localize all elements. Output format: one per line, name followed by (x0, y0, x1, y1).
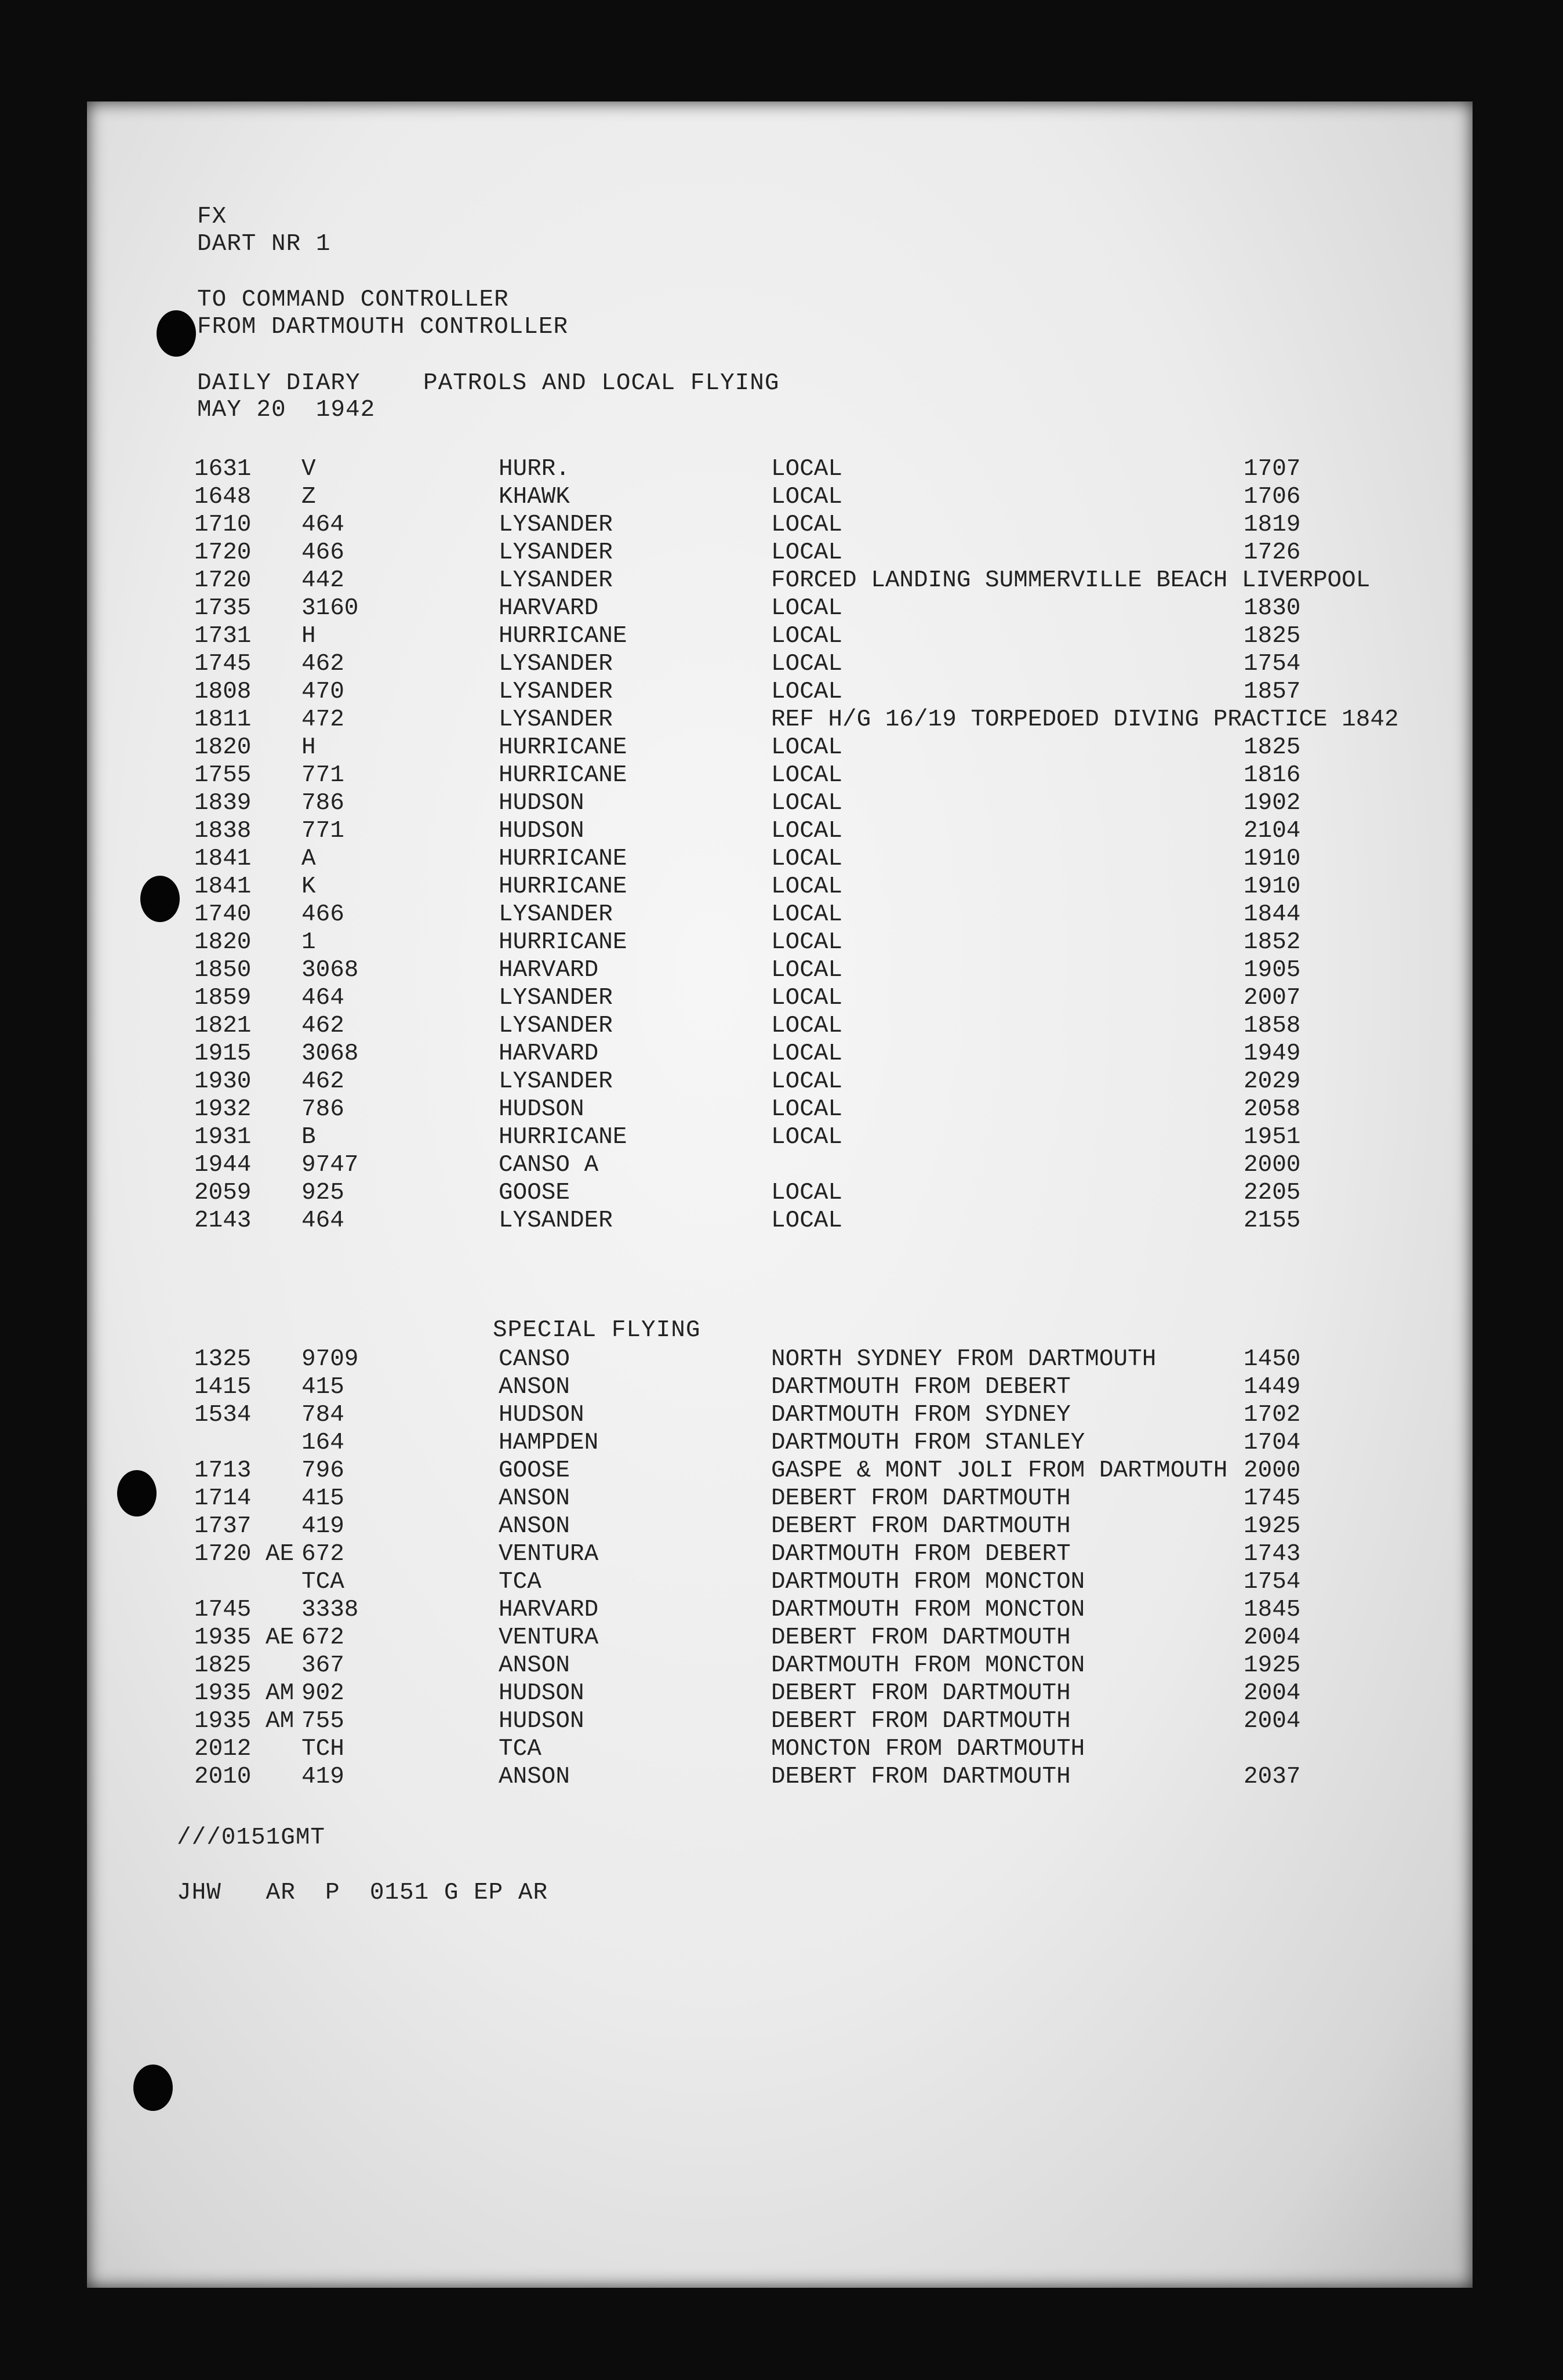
log-row (87, 1068, 1473, 1095)
log-row (87, 984, 1473, 1012)
log-destination: LOCAL (771, 511, 843, 538)
log-destination: LOCAL (771, 539, 843, 566)
log-aircraft-type: HUDSON (499, 1708, 584, 1735)
log-aircraft-type: LYSANDER (499, 511, 613, 538)
log-time: 1841 (194, 846, 252, 872)
log-destination: DARTMOUTH FROM STANLEY (771, 1430, 1085, 1456)
log-aircraft-type: ANSON (499, 1485, 570, 1512)
log-destination: DARTMOUTH FROM MONCTON (771, 1652, 1085, 1679)
log-aircraft-type: CANSO (499, 1346, 570, 1373)
log-return-time: 1949 (1244, 1040, 1301, 1067)
log-aircraft-id: 3068 (301, 1040, 359, 1067)
log-aircraft-id: TCH (301, 1736, 344, 1762)
log-aircraft-id: 925 (301, 1180, 344, 1206)
log-destination: LOCAL (771, 1180, 843, 1206)
log-time: 1838 (194, 818, 252, 844)
log-destination: DEBERT FROM DARTMOUTH (771, 1624, 1071, 1651)
log-aircraft-id: 9709 (301, 1346, 359, 1373)
log-row (87, 1763, 1473, 1791)
log-aircraft-type: LYSANDER (499, 1013, 613, 1039)
header-section-title: PATROLS AND LOCAL FLYING (423, 370, 780, 397)
log-return-time: 1702 (1244, 1402, 1301, 1428)
log-aircraft-type: TCA (499, 1736, 541, 1762)
log-destination: LOCAL (771, 846, 843, 872)
log-aircraft-type: HURRICANE (499, 762, 627, 789)
log-return-time: 1925 (1244, 1652, 1301, 1679)
log-return-time: 2007 (1244, 985, 1301, 1011)
log-row (87, 594, 1473, 622)
log-time: 2012 (194, 1736, 252, 1762)
log-row (87, 1652, 1473, 1679)
log-row (87, 1512, 1473, 1540)
log-time: 1935 AE (194, 1624, 295, 1651)
log-aircraft-type: CANSO A (499, 1152, 599, 1178)
log-time: 1720 AE (194, 1541, 295, 1568)
log-aircraft-id: 784 (301, 1402, 344, 1428)
log-return-time: 1902 (1244, 790, 1301, 817)
log-row (87, 678, 1473, 706)
log-destination: DARTMOUTH FROM DEBERT (771, 1374, 1071, 1401)
log-aircraft-id: 9747 (301, 1152, 359, 1178)
log-time: 1821 (194, 1013, 252, 1039)
log-time: 1932 (194, 1096, 252, 1123)
log-destination: LOCAL (771, 651, 843, 677)
log-destination: DEBERT FROM DARTMOUTH (771, 1485, 1071, 1512)
log-destination: LOCAL (771, 1040, 843, 1067)
log-destination: LOCAL (771, 623, 843, 650)
log-aircraft-id: 462 (301, 1068, 344, 1095)
log-destination: LOCAL (771, 456, 843, 482)
log-aircraft-type: HARVARD (499, 595, 599, 622)
log-return-time: 2205 (1244, 1180, 1301, 1206)
log-destination: DEBERT FROM DARTMOUTH (771, 1513, 1071, 1540)
log-aircraft-id: 419 (301, 1764, 344, 1790)
log-row (87, 761, 1473, 789)
log-return-time: 1951 (1244, 1124, 1301, 1151)
log-row (87, 1012, 1473, 1040)
log-time: 1745 (194, 1597, 252, 1623)
log-time: 1720 (194, 539, 252, 566)
log-destination: MONCTON FROM DARTMOUTH (771, 1736, 1085, 1762)
log-return-time: 1857 (1244, 679, 1301, 705)
header-from: FROM DARTMOUTH CONTROLLER (197, 314, 569, 340)
log-row (87, 706, 1473, 734)
log-aircraft-type: ANSON (499, 1374, 570, 1401)
log-row (87, 845, 1473, 873)
log-aircraft-id: 786 (301, 1096, 344, 1123)
log-time: 1825 (194, 1652, 252, 1679)
log-return-time: 1706 (1244, 484, 1301, 510)
log-aircraft-id: Z (301, 484, 316, 510)
document-page (87, 101, 1473, 2288)
log-time: 1935 AM (194, 1708, 295, 1735)
log-aircraft-type: LYSANDER (499, 985, 613, 1011)
log-row (87, 455, 1473, 483)
log-row (87, 1485, 1473, 1512)
log-return-time: 2000 (1244, 1152, 1301, 1178)
log-destination: DARTMOUTH FROM DEBERT (771, 1541, 1071, 1568)
log-row (87, 956, 1473, 984)
log-destination: LOCAL (771, 929, 843, 956)
log-aircraft-type: VENTURA (499, 1624, 599, 1651)
log-aircraft-id: V (301, 456, 316, 482)
log-aircraft-id: 442 (301, 567, 344, 594)
log-aircraft-type: TCA (499, 1569, 541, 1595)
log-aircraft-type: LYSANDER (499, 679, 613, 705)
log-destination: LOCAL (771, 734, 843, 761)
log-aircraft-id: 786 (301, 790, 344, 817)
punch-hole (117, 1470, 157, 1516)
log-destination: DEBERT FROM DARTMOUTH (771, 1764, 1071, 1790)
log-aircraft-type: HUDSON (499, 1402, 584, 1428)
log-aircraft-id: 755 (301, 1708, 344, 1735)
log-aircraft-id: A (301, 846, 316, 872)
log-time: 1735 (194, 595, 252, 622)
footer-sign-off: JHW AR P 0151 G EP AR (177, 1880, 548, 1906)
log-return-time: 1910 (1244, 873, 1301, 900)
log-time: 1713 (194, 1457, 252, 1484)
log-return-time: 2004 (1244, 1680, 1301, 1707)
log-aircraft-id: 470 (301, 679, 344, 705)
log-return-time: 2004 (1244, 1708, 1301, 1735)
log-aircraft-id: 902 (301, 1680, 344, 1707)
log-return-time: 2004 (1244, 1624, 1301, 1651)
log-aircraft-type: KHAWK (499, 484, 570, 510)
log-time: 1931 (194, 1124, 252, 1151)
log-destination: REF H/G 16/19 TORPEDOED DIVING PRACTICE 1842 (771, 706, 1399, 733)
log-row (87, 567, 1473, 594)
log-row (87, 483, 1473, 511)
log-return-time: 1745 (1244, 1485, 1301, 1512)
log-aircraft-id: 771 (301, 818, 344, 844)
log-row (87, 1179, 1473, 1207)
log-row (87, 1568, 1473, 1596)
log-time: 1930 (194, 1068, 252, 1095)
log-destination: LOCAL (771, 679, 843, 705)
log-destination: DARTMOUTH FROM SYDNEY (771, 1402, 1071, 1428)
log-return-time: 1816 (1244, 762, 1301, 789)
log-aircraft-type: HUDSON (499, 790, 584, 817)
log-aircraft-id: 3338 (301, 1597, 359, 1623)
log-aircraft-id: 367 (301, 1652, 344, 1679)
log-return-time: 1825 (1244, 734, 1301, 761)
log-time: 1944 (194, 1152, 252, 1178)
log-aircraft-type: HARVARD (499, 957, 599, 984)
log-time: 2059 (194, 1180, 252, 1206)
log-aircraft-type: HURR. (499, 456, 570, 482)
log-row (87, 1429, 1473, 1457)
log-aircraft-type: HURRICANE (499, 734, 627, 761)
log-destination: LOCAL (771, 873, 843, 900)
log-aircraft-type: HARVARD (499, 1040, 599, 1067)
log-aircraft-type: LYSANDER (499, 1207, 613, 1234)
log-destination: FORCED LANDING SUMMERVILLE BEACH LIVERPOOL (771, 567, 1371, 594)
log-aircraft-id: H (301, 734, 316, 761)
log-return-time: 1905 (1244, 957, 1301, 984)
log-row (87, 817, 1473, 845)
log-return-time: 1830 (1244, 595, 1301, 622)
log-time: 1935 AM (194, 1680, 295, 1707)
log-aircraft-id: 464 (301, 511, 344, 538)
log-destination: LOCAL (771, 985, 843, 1011)
log-return-time: 2000 (1244, 1457, 1301, 1484)
log-aircraft-id: K (301, 873, 316, 900)
log-time: 1745 (194, 651, 252, 677)
log-aircraft-id: 464 (301, 1207, 344, 1234)
log-time: 1811 (194, 706, 252, 733)
log-aircraft-type: LYSANDER (499, 706, 613, 733)
log-aircraft-type: LYSANDER (499, 901, 613, 928)
log-time: 1534 (194, 1402, 252, 1428)
log-time: 1915 (194, 1040, 252, 1067)
log-aircraft-id: H (301, 623, 316, 650)
log-time: 1841 (194, 873, 252, 900)
log-row (87, 650, 1473, 678)
punch-hole (133, 2065, 173, 2111)
log-row (87, 1735, 1473, 1763)
header-daily-diary: DAILY DIARY (197, 370, 361, 397)
log-aircraft-type: LYSANDER (499, 651, 613, 677)
log-aircraft-id: B (301, 1124, 316, 1151)
log-aircraft-type: ANSON (499, 1513, 570, 1540)
log-destination: LOCAL (771, 762, 843, 789)
log-aircraft-id: 462 (301, 1013, 344, 1039)
log-time: 1631 (194, 456, 252, 482)
log-row (87, 1707, 1473, 1735)
log-aircraft-type: VENTURA (499, 1541, 599, 1568)
log-aircraft-type: HUDSON (499, 1096, 584, 1123)
log-row (87, 1207, 1473, 1235)
log-time: 1839 (194, 790, 252, 817)
log-row (87, 622, 1473, 650)
log-destination: LOCAL (771, 1013, 843, 1039)
log-time: 1808 (194, 679, 252, 705)
log-aircraft-type: HURRICANE (499, 873, 627, 900)
log-aircraft-type: GOOSE (499, 1457, 570, 1484)
log-aircraft-id: 1 (301, 929, 316, 956)
header-date: MAY 20 1942 (197, 397, 376, 423)
log-destination: GASPE & MONT JOLI FROM DARTMOUTH (771, 1457, 1228, 1484)
log-time: 1648 (194, 484, 252, 510)
log-return-time: 1910 (1244, 846, 1301, 872)
log-return-time: 1726 (1244, 539, 1301, 566)
log-row (87, 901, 1473, 928)
log-row (87, 1457, 1473, 1485)
log-time: 1755 (194, 762, 252, 789)
log-row (87, 873, 1473, 901)
log-aircraft-id: 415 (301, 1374, 344, 1401)
log-return-time: 1819 (1244, 511, 1301, 538)
log-return-time: 1449 (1244, 1374, 1301, 1401)
log-destination: DARTMOUTH FROM MONCTON (771, 1597, 1085, 1623)
log-row (87, 1624, 1473, 1652)
log-return-time: 2155 (1244, 1207, 1301, 1234)
log-return-time: 2058 (1244, 1096, 1301, 1123)
log-destination: LOCAL (771, 901, 843, 928)
log-aircraft-type: HURRICANE (499, 1124, 627, 1151)
log-aircraft-id: 672 (301, 1541, 344, 1568)
log-return-time: 1754 (1244, 1569, 1301, 1595)
log-row (87, 1123, 1473, 1151)
header-dart-nr: DART NR 1 (197, 231, 331, 257)
log-aircraft-type: HURRICANE (499, 623, 627, 650)
log-aircraft-id: 771 (301, 762, 344, 789)
log-row (87, 539, 1473, 567)
log-aircraft-id: 164 (301, 1430, 344, 1456)
log-aircraft-id: 462 (301, 651, 344, 677)
log-return-time: 1852 (1244, 929, 1301, 956)
log-destination: LOCAL (771, 818, 843, 844)
log-aircraft-type: HUDSON (499, 1680, 584, 1707)
header-to: TO COMMAND CONTROLLER (197, 286, 509, 313)
log-return-time: 2104 (1244, 818, 1301, 844)
log-aircraft-id: 796 (301, 1457, 344, 1484)
log-destination: LOCAL (771, 484, 843, 510)
log-time: 1710 (194, 511, 252, 538)
log-row (87, 928, 1473, 956)
log-return-time: 1858 (1244, 1013, 1301, 1039)
log-aircraft-type: GOOSE (499, 1180, 570, 1206)
log-row (87, 1679, 1473, 1707)
log-return-time: 1825 (1244, 623, 1301, 650)
log-row (87, 1596, 1473, 1624)
log-return-time: 1707 (1244, 456, 1301, 482)
log-aircraft-id: 419 (301, 1513, 344, 1540)
log-time: 2143 (194, 1207, 252, 1234)
log-aircraft-type: HAMPDEN (499, 1430, 599, 1456)
header-fx: FX (197, 204, 227, 230)
log-return-time: 2029 (1244, 1068, 1301, 1095)
log-time: 1820 (194, 929, 252, 956)
log-aircraft-id: 466 (301, 901, 344, 928)
log-row (87, 1095, 1473, 1123)
log-destination: DEBERT FROM DARTMOUTH (771, 1708, 1071, 1735)
log-destination: LOCAL (771, 957, 843, 984)
log-destination: NORTH SYDNEY FROM DARTMOUTH (771, 1346, 1157, 1373)
log-time: 1714 (194, 1485, 252, 1512)
log-destination: LOCAL (771, 1096, 843, 1123)
log-aircraft-id: 3160 (301, 595, 359, 622)
log-aircraft-id: 472 (301, 706, 344, 733)
log-row (87, 734, 1473, 761)
log-time: 2010 (194, 1764, 252, 1790)
log-row (87, 1373, 1473, 1401)
log-time: 1415 (194, 1374, 252, 1401)
log-time: 1740 (194, 901, 252, 928)
log-return-time: 1704 (1244, 1430, 1301, 1456)
log-time: 1720 (194, 567, 252, 594)
log-destination: DARTMOUTH FROM MONCTON (771, 1569, 1085, 1595)
log-return-time: 1754 (1244, 651, 1301, 677)
log-row (87, 511, 1473, 539)
log-aircraft-type: ANSON (499, 1764, 570, 1790)
footer-gmt: ///0151GMT (177, 1824, 326, 1851)
log-aircraft-id: 415 (301, 1485, 344, 1512)
log-destination: LOCAL (771, 1207, 843, 1234)
punch-hole (157, 310, 196, 357)
log-destination: DEBERT FROM DARTMOUTH (771, 1680, 1071, 1707)
log-time: 1737 (194, 1513, 252, 1540)
log-row (87, 1151, 1473, 1179)
log-time: 1859 (194, 985, 252, 1011)
log-destination: LOCAL (771, 790, 843, 817)
log-time: 1731 (194, 623, 252, 650)
punch-hole (140, 876, 180, 922)
log-aircraft-type: LYSANDER (499, 1068, 613, 1095)
log-row (87, 1401, 1473, 1429)
log-aircraft-type: HARVARD (499, 1597, 599, 1623)
log-row (87, 1040, 1473, 1068)
log-return-time: 1844 (1244, 901, 1301, 928)
log-row (87, 1540, 1473, 1568)
log-row (87, 1345, 1473, 1373)
log-time: 1325 (194, 1346, 252, 1373)
log-row (87, 789, 1473, 817)
log-aircraft-id: TCA (301, 1569, 344, 1595)
log-time: 1820 (194, 734, 252, 761)
special-flying-title: SPECIAL FLYING (493, 1317, 701, 1344)
log-destination: LOCAL (771, 595, 843, 622)
log-return-time: 2037 (1244, 1764, 1301, 1790)
log-return-time: 1845 (1244, 1597, 1301, 1623)
log-destination: LOCAL (771, 1124, 843, 1151)
log-aircraft-type: HURRICANE (499, 846, 627, 872)
log-aircraft-type: HURRICANE (499, 929, 627, 956)
log-aircraft-id: 672 (301, 1624, 344, 1651)
log-return-time: 1925 (1244, 1513, 1301, 1540)
log-aircraft-type: HUDSON (499, 818, 584, 844)
log-destination: LOCAL (771, 1068, 843, 1095)
log-aircraft-type: LYSANDER (499, 539, 613, 566)
log-return-time: 1743 (1244, 1541, 1301, 1568)
log-return-time: 1450 (1244, 1346, 1301, 1373)
log-aircraft-id: 464 (301, 985, 344, 1011)
log-aircraft-type: LYSANDER (499, 567, 613, 594)
log-time: 1850 (194, 957, 252, 984)
log-aircraft-type: ANSON (499, 1652, 570, 1679)
log-aircraft-id: 466 (301, 539, 344, 566)
log-aircraft-id: 3068 (301, 957, 359, 984)
